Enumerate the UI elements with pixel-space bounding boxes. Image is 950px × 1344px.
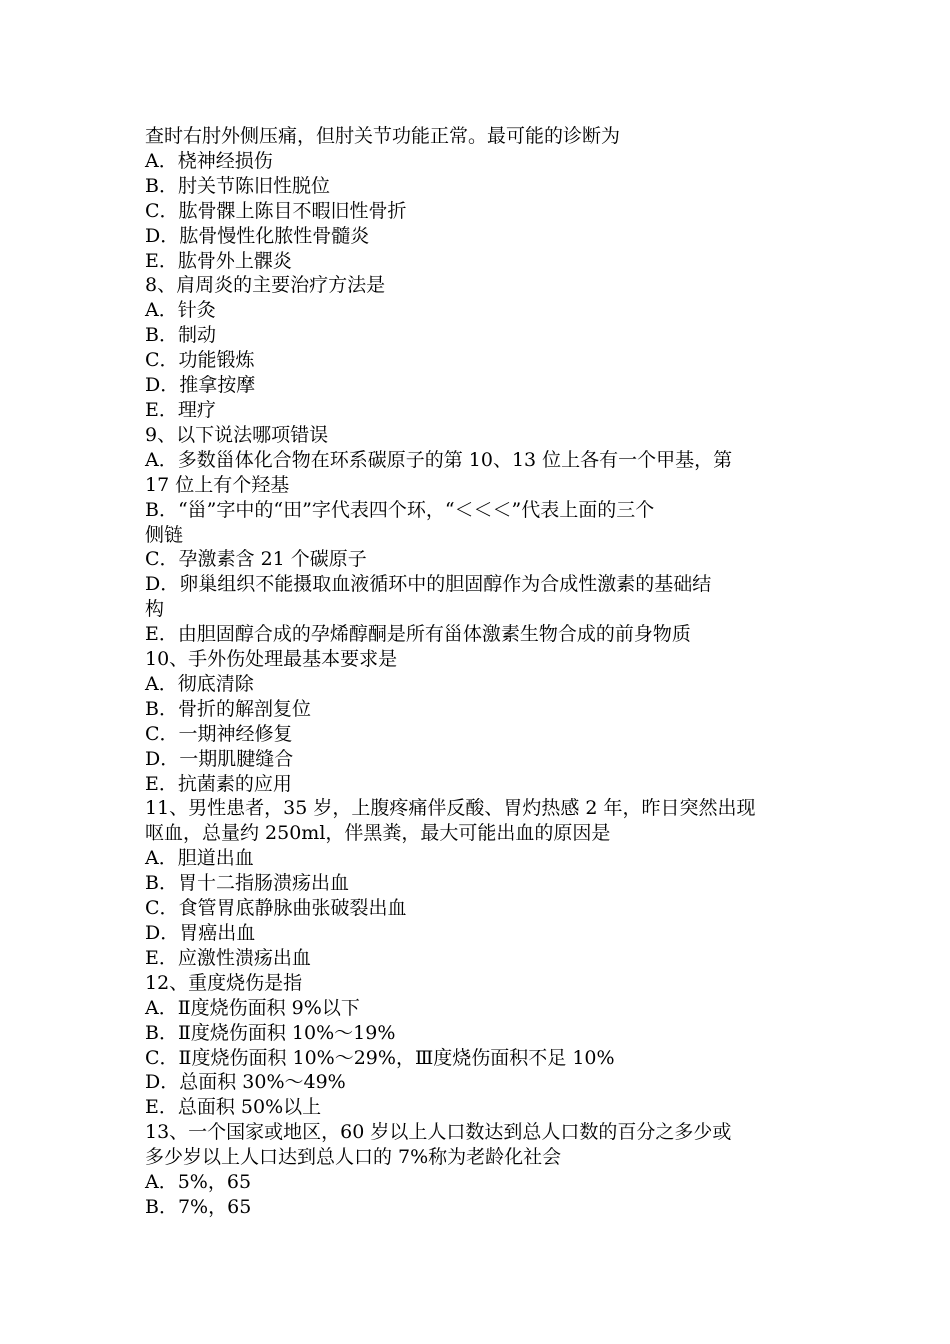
document-page: [145, 124, 813, 1220]
answer-option: B．制动: [145, 324, 216, 347]
answer-option: A．彻底清除: [145, 672, 254, 695]
answer-option-continued: 17 位上有个羟基: [145, 473, 290, 496]
question-text-line: 查时右肘外侧压痛，但肘关节功能正常。最可能的诊断为: [145, 125, 621, 147]
question-13-continued: 多少岁以上人口达到总人口的 7%称为老龄化社会: [145, 1146, 562, 1169]
question-13: 13、一个国家或地区，60 岁以上人口数达到总人口数的百分之多少或: [145, 1121, 732, 1144]
answer-option: C．Ⅱ度烧伤面积 10%～29%，Ⅲ度烧伤面积不足 10%: [145, 1046, 615, 1069]
question-8: 8、肩周炎的主要治疗方法是: [145, 274, 386, 297]
answer-option: D．一期肌腱缝合: [145, 747, 294, 770]
answer-option: A．桡神经损伤: [145, 149, 273, 172]
answer-option: D．肱骨慢性化脓性骨髓炎: [145, 224, 370, 247]
question-10: 10、手外伤处理最基本要求是: [145, 648, 398, 671]
answer-option: A．胆道出血: [145, 847, 254, 870]
answer-option: C．孕激素含 21 个碳原子: [145, 548, 367, 571]
answer-option: B．Ⅱ度烧伤面积 10%～19%: [145, 1021, 396, 1044]
answer-option: B．“甾”字中的“田”字代表四个环，“＜＜＜”代表上面的三个: [145, 498, 655, 521]
answer-option: B．胃十二指肠溃疡出血: [145, 872, 349, 895]
question-11-continued: 呕血，总量约 250ml，伴黑粪，最大可能出血的原因是: [145, 822, 611, 845]
answer-option-continued: 侧链: [145, 523, 184, 546]
question-11: 11、男性患者，35 岁，上腹疼痛伴反酸、胃灼热感 2 年，昨日突然出现: [145, 797, 756, 820]
answer-option: A．多数甾体化合物在环系碳原子的第 10、13 位上各有一个甲基，第: [145, 448, 733, 471]
answer-option: C．一期神经修复: [145, 722, 293, 745]
answer-option: C．功能锻炼: [145, 349, 255, 372]
answer-option-continued: 构: [145, 598, 165, 621]
question-12: 12、重度烧伤是指: [145, 971, 303, 994]
answer-option: E．总面积 50%以上: [145, 1096, 322, 1119]
answer-option: A．5%，65: [145, 1171, 252, 1194]
answer-option: C．食管胃底静脉曲张破裂出血: [145, 897, 407, 920]
answer-option: B．7%，65: [145, 1195, 252, 1218]
answer-option: D．胃癌出血: [145, 922, 256, 944]
answer-option: D．推拿按摩: [145, 374, 256, 397]
answer-option: A．针灸: [145, 299, 216, 322]
answer-option: B．骨折的解剖复位: [145, 697, 311, 720]
answer-option: E．肱骨外上髁炎: [145, 249, 292, 272]
answer-option: B．肘关节陈旧性脱位: [145, 174, 330, 197]
answer-option: D．总面积 30%～49%: [145, 1071, 346, 1094]
answer-option: D．卵巢组织不能摄取血液循环中的胆固醇作为合成性激素的基础结: [145, 573, 712, 596]
answer-option: E．抗菌素的应用: [145, 772, 292, 795]
answer-option: E．由胆固醇合成的孕烯醇酮是所有甾体激素生物合成的前身物质: [145, 623, 691, 646]
answer-option: E．理疗: [145, 398, 216, 421]
question-9: 9、以下说法哪项错误: [145, 423, 329, 446]
answer-option: C．肱骨髁上陈目不暇旧性骨折: [145, 199, 407, 222]
answer-option: E．应激性溃疡出血: [145, 946, 311, 969]
answer-option: A．Ⅱ度烧伤面积 9%以下: [145, 996, 360, 1019]
